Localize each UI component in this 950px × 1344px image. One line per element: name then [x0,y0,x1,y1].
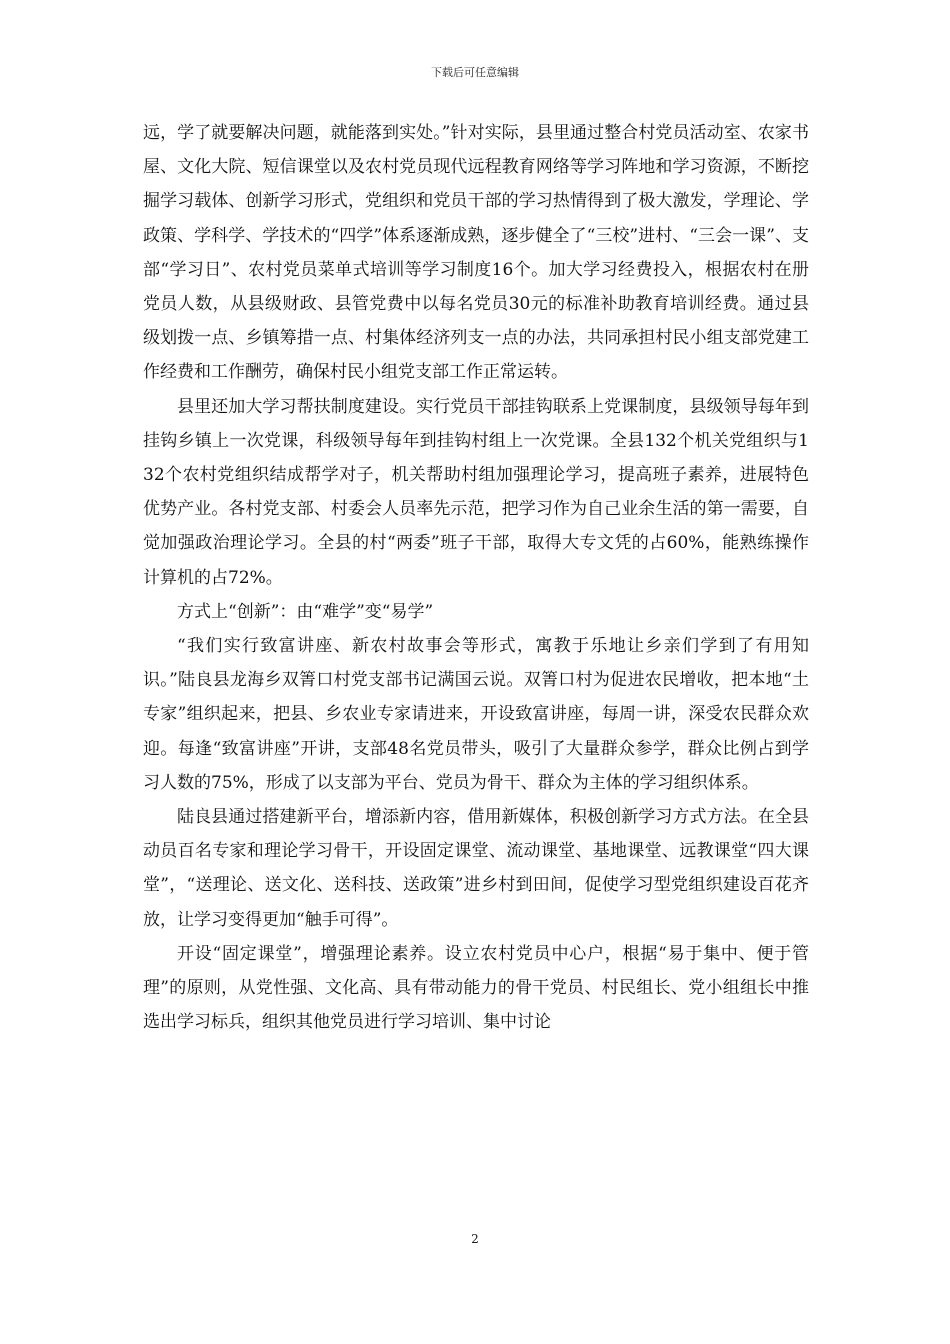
paragraph-continuation: 远，学了就要解决问题，就能落到实处。”针对实际，县里通过整合村党员活动室、农家书屋、文化大院、短信课堂以及农村党员现代远程教育网络等学习阵地和学习资源，不断挖掘学习载体、创新学习形式，党组织和党员干部的学习热情得到了极大激发，学理论、学政策、学科学、学技术的“四学”体系逐渐成熟，逐步健全了“三校”进村、“三会一课”、支部“学习日”、农村党员菜单式培训等学习制度16个。加大学习经费投入，根据农村在册党员人数，从县级财政、县管党费中以每名党员30元的标准补助教育培训经费。通过县级划拨一点、乡镇筹措一点、村集体经济列支一点的办法，共同承担村民小组支部党建工作经费和工作酬劳，确保村民小组党支部工作正常运转。 [143,123,809,383]
page-number: 2 [471,1232,479,1246]
paragraph-fixed-classroom: 开设“固定课堂”，增强理论素养。设立农村党员中心户，根据“易于集中、便于管理”的原则，从党性强、文化高、具有带动能力的骨干党员、村民组长、党小组组长中推选出学习标兵，组织其他党员进行学习培训、集中讨论 [143,943,809,1033]
paragraph-quote-shuangjingkou: “我们实行致富讲座、新农村故事会等形式，寓教于乐地让乡亲们学到了有用知识。”陆良县龙海乡双箐口村党支部书记满国云说。双箐口村为促进农民增收，把本地“土专家”组织起来，把县、乡农业专家请进来，开设致富讲座，每周一讲，深受农民群众欢迎。每逢“致富讲座”开讲，支部48名党员带头，吸引了大量群众参学，群众比例占到学习人数的75%，形成了以支部为平台、党员为骨干、群众为主体的学习组织体系。 [143,636,809,793]
paragraph-luliang-platform: 陆良县通过搭建新平台，增添新内容，借用新媒体，积极创新学习方式方法。在全县动员百名专家和理论学习骨干，开设固定课堂、流动课堂、基地课堂、远教课堂“四大课堂”，“送理论、送文化、送科技、送政策”进乡村到田间，促使学习型党组织建设百花齐放，让学习变得更加“触手可得”。 [143,807,809,930]
page-header: 下载后可任意编辑 [431,66,519,79]
paragraph-study-assistance: 县里还加大学习帮扶制度建设。实行党员干部挂钩联系上党课制度，县级领导每年到挂钩乡镇上一次党课，科级领导每年到挂钩村组上一次党课。全县132个机关党组织与132个农村党组织结成帮学对子，机关帮助村组加强理论学习，提高班子素养，进展特色优势产业。各村党支部、村委会人员率先示范，把学习作为自己业余生活的第一需要，自觉加强政治理论学习。全县的村“两委”班子干部，取得大专文凭的占60%，能熟练操作计算机的占72%。 [143,396,809,588]
document-body [143,116,809,1039]
section-heading-innovation: 方式上“创新”：由“难学”变“易学” [177,601,434,622]
